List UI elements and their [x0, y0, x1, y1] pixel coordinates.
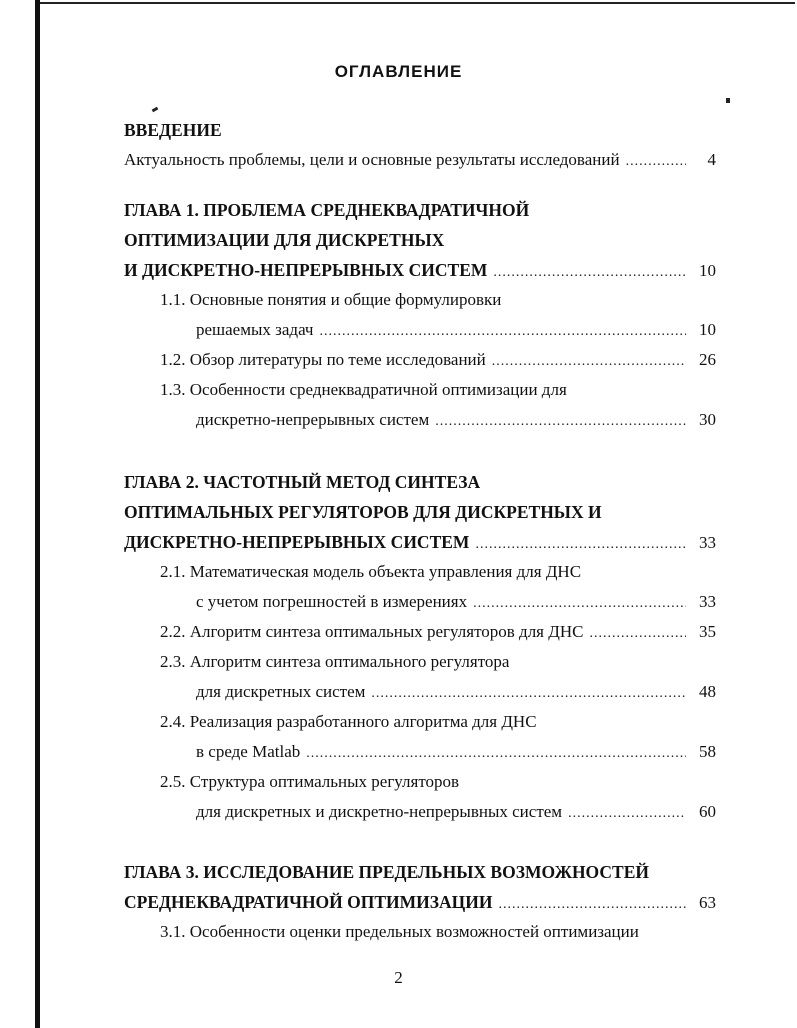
- page-ref: 30: [699, 410, 716, 429]
- scan-border-top: [35, 2, 795, 8]
- page-number: 2: [394, 968, 403, 987]
- toc-intro-heading[interactable]: ВВЕДЕНИЕ: [124, 120, 222, 140]
- toc-section[interactable]: 2.2. Алгоритм синтеза оптимальных регуляторов для ДНС ..... 35: [160, 622, 716, 646]
- toc-section[interactable]: с учетом погрешностей в измерениях ..... 33: [196, 592, 716, 616]
- toc-section[interactable]: 2.5. Структура оптимальных регуляторов: [160, 772, 460, 791]
- scan-speck: [152, 107, 159, 113]
- scan-border-left: [35, 0, 40, 1028]
- toc-chapter-heading[interactable]: ОПТИМИЗАЦИИ ДЛЯ ДИСКРЕТНЫХ: [124, 230, 445, 250]
- page-ref: 63: [699, 893, 716, 912]
- page-ref: 26: [699, 350, 716, 369]
- leader-dots: [473, 596, 686, 612]
- toc-section[interactable]: для дискретных систем ..... 48: [196, 682, 716, 706]
- toc-chapter-heading[interactable]: ГЛАВА 3. ИССЛЕДОВАНИЕ ПРЕДЕЛЬНЫХ ВОЗМОЖНОСТЕЙ: [124, 862, 649, 882]
- toc-section[interactable]: дискретно-непрерывных систем ..... 30: [196, 410, 716, 434]
- toc-section[interactable]: 3.1. Особенности оценки предельных возможностей оптимизации: [160, 922, 639, 941]
- toc-chapter-heading[interactable]: ДИСКРЕТНО-НЕПРЕРЫВНЫХ СИСТЕМ ..... 33: [124, 532, 716, 556]
- scan-speck: [726, 98, 730, 103]
- page-ref: 4: [707, 150, 716, 169]
- page-title: ОГЛАВЛЕНИЕ: [334, 62, 463, 81]
- toc-chapter-heading[interactable]: И ДИСКРЕТНО-НЕПРЕРЫВНЫХ СИСТЕМ ..... 10: [124, 260, 716, 284]
- leader-dots: [371, 686, 686, 702]
- toc-entry[interactable]: Актуальность проблемы, цели и основные результаты исследований ..... 4: [124, 150, 716, 174]
- toc-section[interactable]: в среде Matlab ..... 58: [196, 742, 716, 766]
- page-ref: 10: [699, 320, 716, 339]
- page-ref: 35: [699, 622, 716, 641]
- page-ref: 58: [699, 742, 716, 761]
- leader-dots: [492, 354, 686, 370]
- toc-section[interactable]: для дискретных и дискретно-непрерывных систем ..... 60: [196, 802, 716, 826]
- leader-dots: [435, 414, 686, 430]
- leader-dots: [589, 626, 686, 642]
- leader-dots: [499, 897, 687, 913]
- toc-section[interactable]: 1.3. Особенности среднеквадратичной оптимизации для: [160, 380, 567, 399]
- toc-section[interactable]: 1.1. Основные понятия и общие формулировки: [160, 290, 502, 309]
- leader-dots: [626, 154, 686, 170]
- toc-section[interactable]: решаемых задач ..... 10: [196, 320, 716, 344]
- page-ref: 60: [699, 802, 716, 821]
- page-ref: 10: [699, 261, 716, 280]
- toc-section[interactable]: 1.2. Обзор литературы по теме исследований ..... 26: [160, 350, 716, 374]
- toc-chapter-heading[interactable]: СРЕДНЕКВАДРАТИЧНОЙ ОПТИМИЗАЦИИ ..... 63: [124, 892, 716, 916]
- page-ref: 33: [699, 592, 716, 611]
- leader-dots: [568, 806, 686, 822]
- leader-dots: [475, 537, 686, 553]
- toc-section[interactable]: 2.1. Математическая модель объекта управления для ДНС: [160, 562, 582, 581]
- toc-chapter-heading[interactable]: ОПТИМАЛЬНЫХ РЕГУЛЯТОРОВ ДЛЯ ДИСКРЕТНЫХ И: [124, 502, 602, 522]
- toc-section[interactable]: 2.3. Алгоритм синтеза оптимального регулятора: [160, 652, 510, 671]
- toc-chapter-heading[interactable]: ГЛАВА 1. ПРОБЛЕМА СРЕДНЕКВАДРАТИЧНОЙ: [124, 200, 530, 220]
- leader-dots: [319, 324, 686, 340]
- toc-section[interactable]: 2.4. Реализация разработанного алгоритма для ДНС: [160, 712, 537, 731]
- page-ref: 33: [699, 533, 716, 552]
- toc-chapter-heading[interactable]: ГЛАВА 2. ЧАСТОТНЫЙ МЕТОД СИНТЕЗА: [124, 472, 481, 492]
- page-ref: 48: [699, 682, 716, 701]
- leader-dots: [306, 746, 686, 762]
- leader-dots: [493, 265, 686, 281]
